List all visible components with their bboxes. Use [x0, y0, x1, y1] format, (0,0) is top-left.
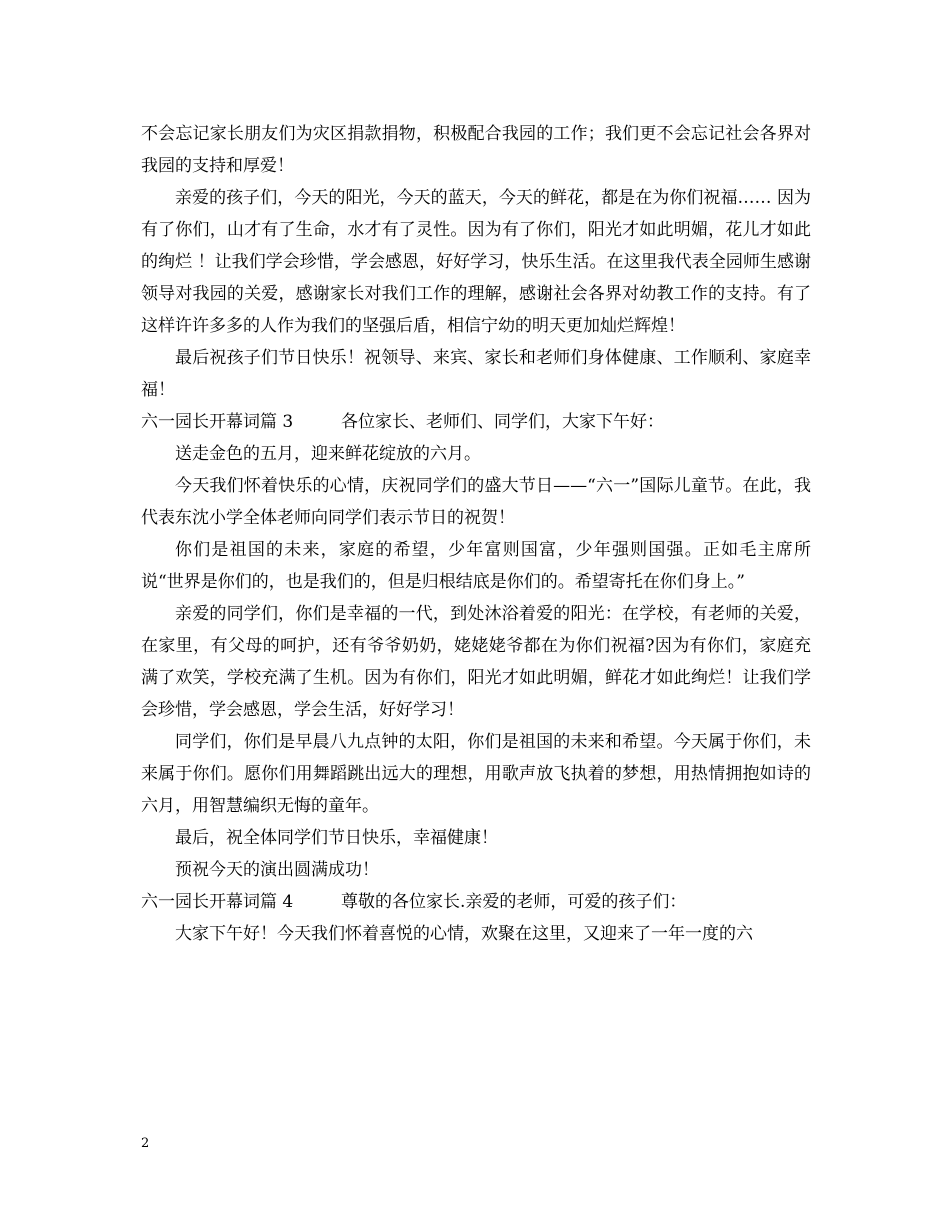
paragraph: 同学们，你们是早晨八九点钟的太阳，你们是祖国的未来和希望。今天属于你们，未来属于你们。愿你们用舞蹈跳出远大的理想，用歌声放飞执着的梦想，用热情拥抱如诗的六月，用智慧编织无悔的童年。 — [141, 732, 811, 816]
page-number: 2 — [141, 1136, 150, 1151]
paragraph: 亲爱的同学们，你们是幸福的一代，到处沐浴着爱的阳光：在学校，有老师的关爱，在家里，有父母的呵护，还有爷爷奶奶，姥姥姥爷都在为你们祝福?因为有你们，家庭充满了欢笑，学校充满了生机。因为有你们，阳光才如此明媚，鲜花才如此绚烂！让我们学会珍惜，学会感恩，学会生活，好好学习！ — [141, 604, 811, 720]
section-greeting: 各位家长、老师们、同学们，大家下午好： — [341, 412, 664, 432]
section-greeting: 尊敬的各位家长.亲爱的老师，可爱的孩子们： — [341, 892, 687, 912]
paragraph: 不会忘记家长朋友们为灾区捐款捐物，积极配合我园的工作；我们更不会忘记社会各界对我园的支持和厚爱！ — [141, 124, 811, 176]
document-body — [141, 118, 811, 950]
section-title: 六一园长开幕词篇 4 — [141, 892, 294, 912]
paragraph: 送走金色的五月，迎来鲜花绽放的六月。 — [175, 444, 481, 464]
paragraph: 最后祝孩子们节日快乐！祝领导、来宾、家长和老师们身体健康、工作顺利、家庭幸福！ — [141, 348, 811, 400]
paragraph: 你们是祖国的未来，家庭的希望，少年富则国富，少年强则国强。正如毛主席所说“世界是你们的，也是我们的，但是归根结底是你们的。希望寄托在你们身上。” — [141, 540, 811, 592]
paragraph: 最后，祝全体同学们节日快乐，幸福健康！ — [175, 828, 498, 848]
paragraph: 预祝今天的演出圆满成功！ — [175, 860, 379, 880]
section-heading-row — [141, 406, 811, 438]
paragraph: 大家下午好！今天我们怀着喜悦的心情，欢聚在这里，又迎来了一年一度的六 — [175, 924, 753, 944]
section-title: 六一园长开幕词篇 3 — [141, 412, 294, 432]
section-heading-row — [141, 886, 811, 918]
paragraph: 今天我们怀着快乐的心情，庆祝同学们的盛大节日——“六一”国际儿童节。在此，我代表东沈小学全体老师向同学们表示节日的祝贺！ — [141, 476, 811, 528]
paragraph: 亲爱的孩子们，今天的阳光，今天的蓝天，今天的鲜花，都是在为你们祝福…… 因为有了你们，山才有了生命，水才有了灵性。因为有了你们，阳光才如此明媚，花儿才如此的绚烂 ！让我们学会珍惜，学会感恩，好好学习，快乐生活。在这里我代表全园师生感谢领导对我园的关爱，感谢家长对我们工作的理解，感谢社会各界对幼教工作的支持。有了这样许许多多的人作为我们的坚强后盾，相信宁幼的明天更加灿烂辉煌！ — [141, 188, 811, 336]
